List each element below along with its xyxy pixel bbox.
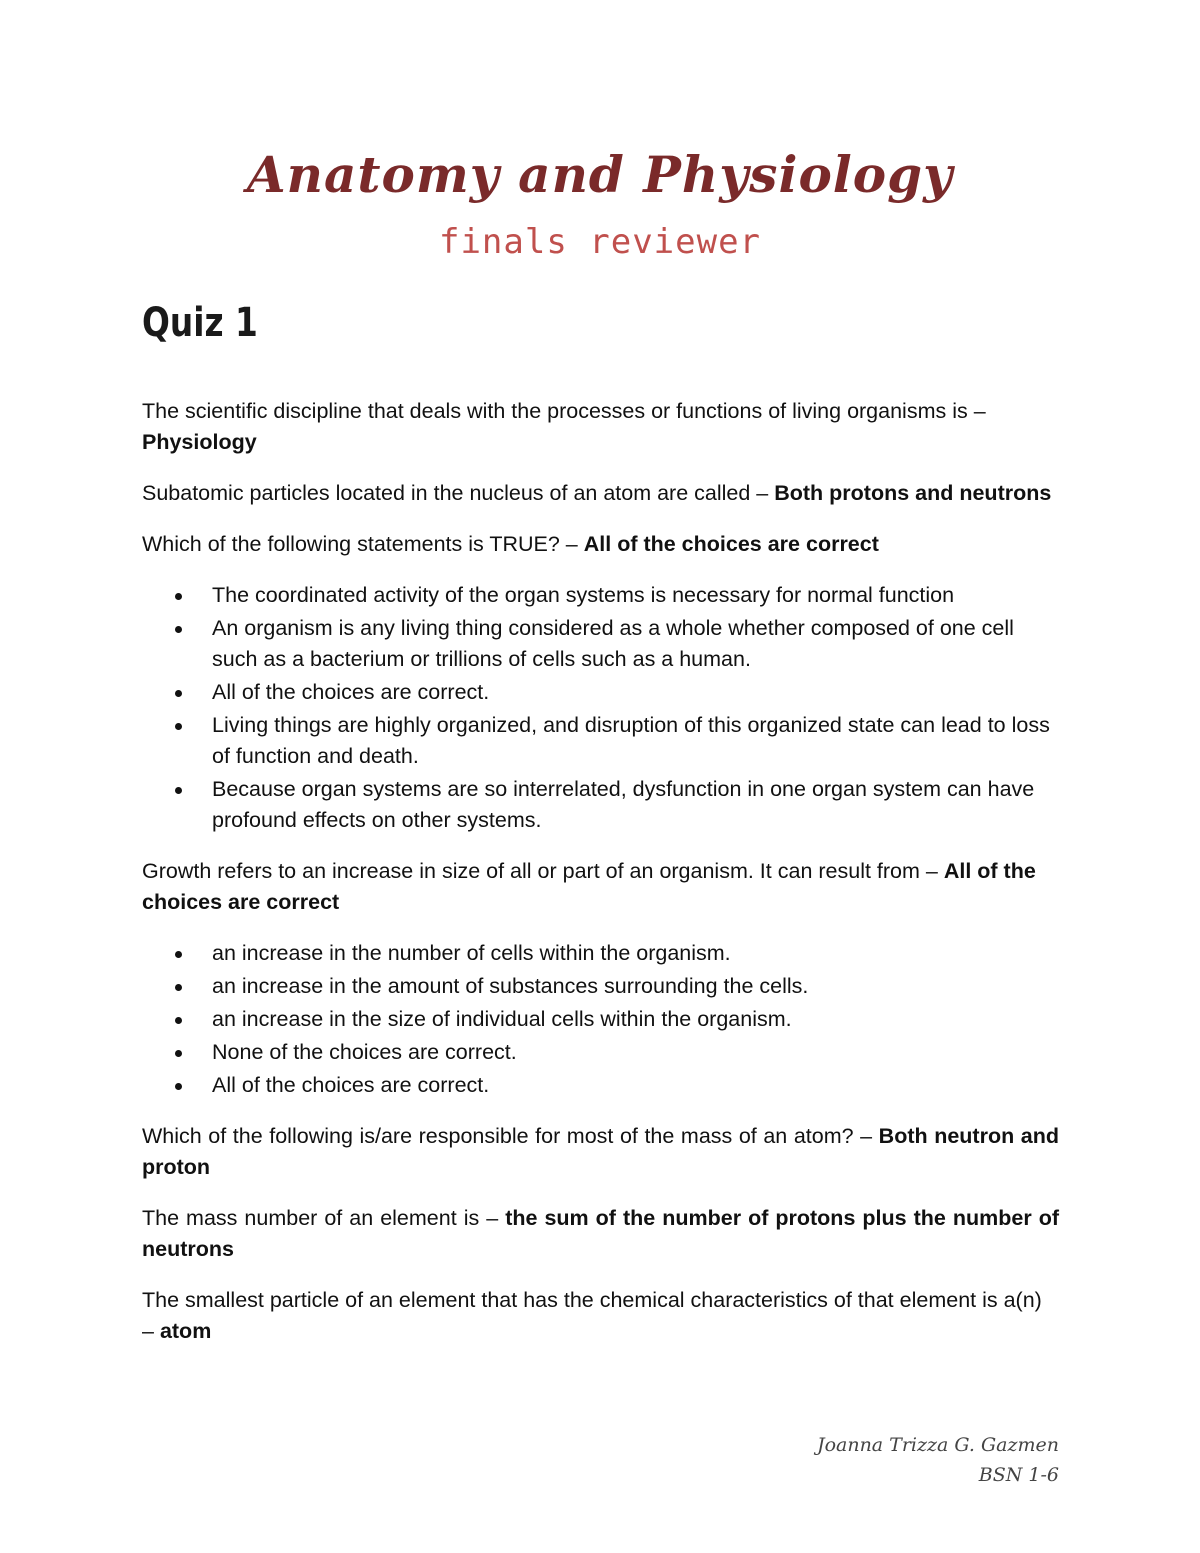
choice-list: [142, 938, 1059, 1101]
bullet-icon: [175, 1083, 182, 1090]
bullet-icon: [175, 951, 182, 958]
list-item: [142, 1037, 1059, 1068]
answer-text: Both neutron and proton: [142, 1124, 1059, 1179]
section-heading: Quiz 1: [142, 300, 258, 346]
answer-text: All of the choices are correct: [583, 532, 879, 556]
answer-text: Both protons and neutrons: [774, 481, 1052, 505]
answer-text: Physiology: [142, 430, 257, 454]
choice-text: Because organ systems are so interrelated, dysfunction in one organ system can have profound effects on other systems.: [212, 777, 1035, 832]
question-6: [142, 1203, 1059, 1265]
list-item: [142, 677, 1059, 708]
answer-text: the sum of the number of protons plus the number of neutrons: [142, 1206, 1060, 1261]
choice-text: an increase in the number of cells within the organism.: [212, 941, 731, 965]
document-subtitle: finals reviewer: [438, 222, 762, 262]
bullet-icon: [175, 984, 182, 991]
bullet-icon: [175, 1050, 182, 1057]
list-item: [142, 580, 1059, 611]
answer-text: atom: [159, 1319, 212, 1343]
question-7: [142, 1285, 1059, 1347]
list-item: [142, 710, 1059, 772]
question-5: [142, 1121, 1059, 1183]
question-text: Which of the following statements is TRUE? –: [142, 532, 584, 556]
question-3: [142, 529, 1059, 560]
list-item: [142, 971, 1059, 1002]
list-item: [142, 774, 1059, 836]
question-4: [142, 856, 1059, 918]
choice-text: All of the choices are correct.: [212, 680, 490, 704]
choice-text: Living things are highly organized, and disruption of this organized state can lead to loss of function and death.: [212, 713, 1050, 768]
question-text: The mass number of an element is –: [142, 1206, 506, 1230]
answer-text: All of the choices are correct: [142, 859, 1036, 914]
question-1: [142, 396, 1059, 458]
question-text: Growth refers to an increase in size of all or part of an organism. It can result from –: [142, 859, 944, 883]
choice-list: [142, 580, 1059, 836]
list-item: [142, 938, 1059, 969]
bullet-icon: [175, 787, 182, 794]
question-text: Subatomic particles located in the nucleus of an atom are called –: [142, 481, 775, 505]
list-item: [142, 1004, 1059, 1035]
choice-text: The coordinated activity of the organ systems is necessary for normal function: [212, 583, 955, 607]
question-text: Which of the following is/are responsible for most of the mass of an atom? –: [142, 1124, 879, 1148]
bullet-icon: [175, 626, 182, 633]
document-title: Anatomy and Physiology: [246, 145, 954, 204]
choice-text: None of the choices are correct.: [212, 1040, 517, 1064]
question-text: The smallest particle of an element that has the chemical characteristics of that element is a(n) –: [142, 1288, 1042, 1343]
author-name: Joanna Trizza G. Gazmen: [816, 1434, 1059, 1456]
question-text: The scientific discipline that deals with the processes or functions of living organisms is –: [142, 399, 986, 423]
choice-text: an increase in the size of individual cells within the organism.: [212, 1007, 792, 1031]
bullet-icon: [175, 723, 182, 730]
author-section: BSN 1-6: [978, 1464, 1059, 1486]
choice-text: an increase in the amount of substances surrounding the cells.: [212, 974, 809, 998]
list-item: [142, 613, 1059, 675]
bullet-icon: [175, 690, 182, 697]
author-signature: [817, 1430, 1059, 1490]
quiz-content: [142, 396, 1059, 1367]
question-2: [142, 478, 1059, 509]
bullet-icon: [175, 1017, 182, 1024]
list-item: [142, 1070, 1059, 1101]
choice-text: An organism is any living thing considered as a whole whether composed of one cell such as a bacterium or trillions of cells such as a human.: [212, 616, 1014, 671]
choice-text: All of the choices are correct.: [212, 1073, 490, 1097]
bullet-icon: [175, 593, 182, 600]
